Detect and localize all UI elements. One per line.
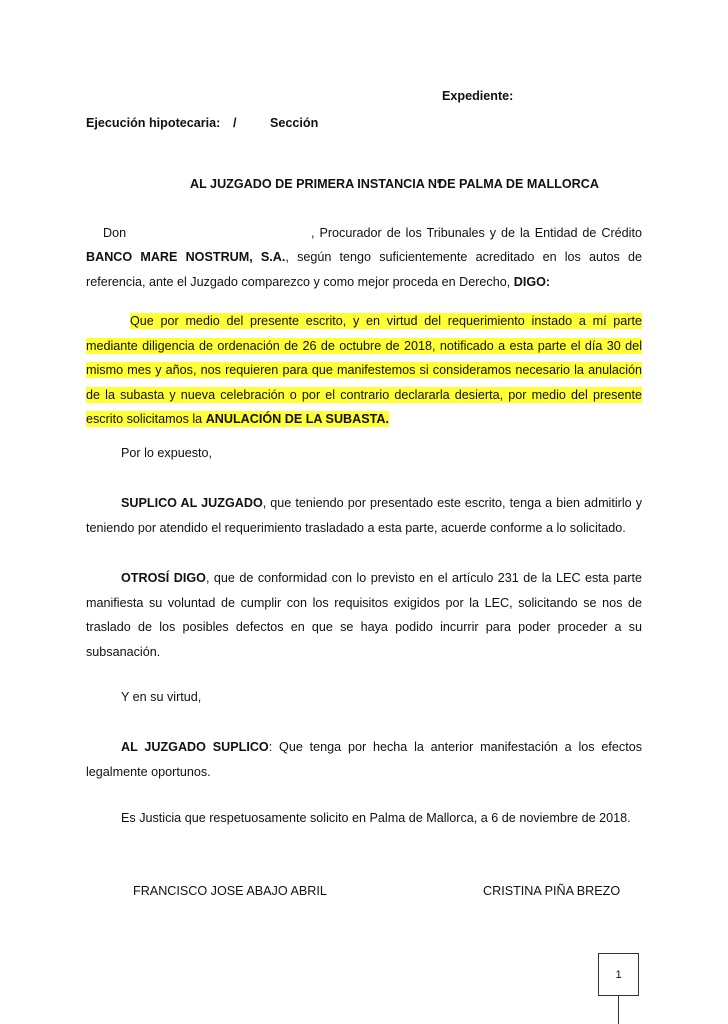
digo-label: DIGO:: [513, 274, 551, 289]
seccion-label: Sección: [270, 116, 319, 130]
anulacion-subasta: ANULACIÓN DE LA SUBASTA.: [205, 412, 389, 426]
signature-left: FRANCISCO JOSE ABAJO ABRIL: [133, 884, 327, 898]
ejecucion-slash: /: [233, 116, 237, 130]
suplico-paragraph: [86, 491, 642, 540]
page-number: 1: [615, 968, 622, 981]
intro-paragraph: [86, 245, 642, 294]
en-su-virtud: Y en su virtud,: [121, 690, 202, 704]
court-heading-part2: DE PALMA DE MALLORCA: [438, 177, 599, 191]
bank-name: BANCO MARE NOSTRUM, S.A.: [86, 250, 286, 264]
highlighted-text: Que por medio del presente escrito, y en virtud del requerimiento instado a mí parte mediante diligencia de ordenación de 26 de octubre de 2018, notificado a esta parte el día 30 del mismo mes y años, nos requieren para que manifestemos si consideramos necesario la anulación de la subasta y nueva celebración o por el contrario declararla desierta, por medio del presente escrito solicitamos la: [86, 314, 642, 426]
page-number-box: [598, 953, 639, 996]
otrosi-heading: OTROSÍ DIGO: [121, 571, 206, 585]
expediente-label: Expediente:: [442, 89, 514, 103]
otrosi-text: , que de conformidad con lo previsto en el artículo 231 de la LEC esta parte manifiesta su voluntad de cumplir con los requisitos exigidos por la LEC, solicitando se nos de traslado de los posibles defectos en que se haya podido incurrir para poder proceder a su subsanación.: [86, 571, 642, 659]
suplico2-text: : Que tenga por hecha la anterior manifestación a los efectos legalmente oportunos.: [86, 740, 642, 779]
intro-text: , según tengo suficientemente acreditado en los autos de referencia, ante el Juzgado comparezco y como mejor proceda en Derecho,: [86, 250, 642, 289]
justicia-line: Es Justicia que respetuosamente solicito en Palma de Mallorca, a 6 de noviembre de 2018.: [121, 811, 631, 825]
otrosi-paragraph: [86, 566, 642, 664]
highlighted-paragraph: [86, 309, 642, 432]
ejecucion-label: Ejecución hipotecaria:: [86, 116, 221, 130]
intro-procurador: , Procurador de los Tribunales y de la Entidad de Crédito: [311, 226, 642, 240]
page-number-connector: [618, 996, 619, 1024]
suplico-heading: SUPLICO AL JUZGADO: [121, 496, 263, 510]
por-lo-expuesto: Por lo expuesto,: [121, 446, 213, 460]
signature-right: CRISTINA PIÑA BREZO: [483, 884, 621, 898]
suplico2-heading: AL JUZGADO SUPLICO: [121, 740, 269, 754]
suplico-text: , que teniendo por presentado este escrito, tenga a bien admitirlo y teniendo por atendido el requerimiento trasladado a esta parte, acuerde conforme a lo solicitado.: [86, 496, 642, 535]
intro-don: Don: [103, 226, 127, 240]
court-heading-part1: AL JUZGADO DE PRIMERA INSTANCIA Nº: [190, 177, 442, 191]
suplico2-paragraph: [86, 735, 642, 784]
